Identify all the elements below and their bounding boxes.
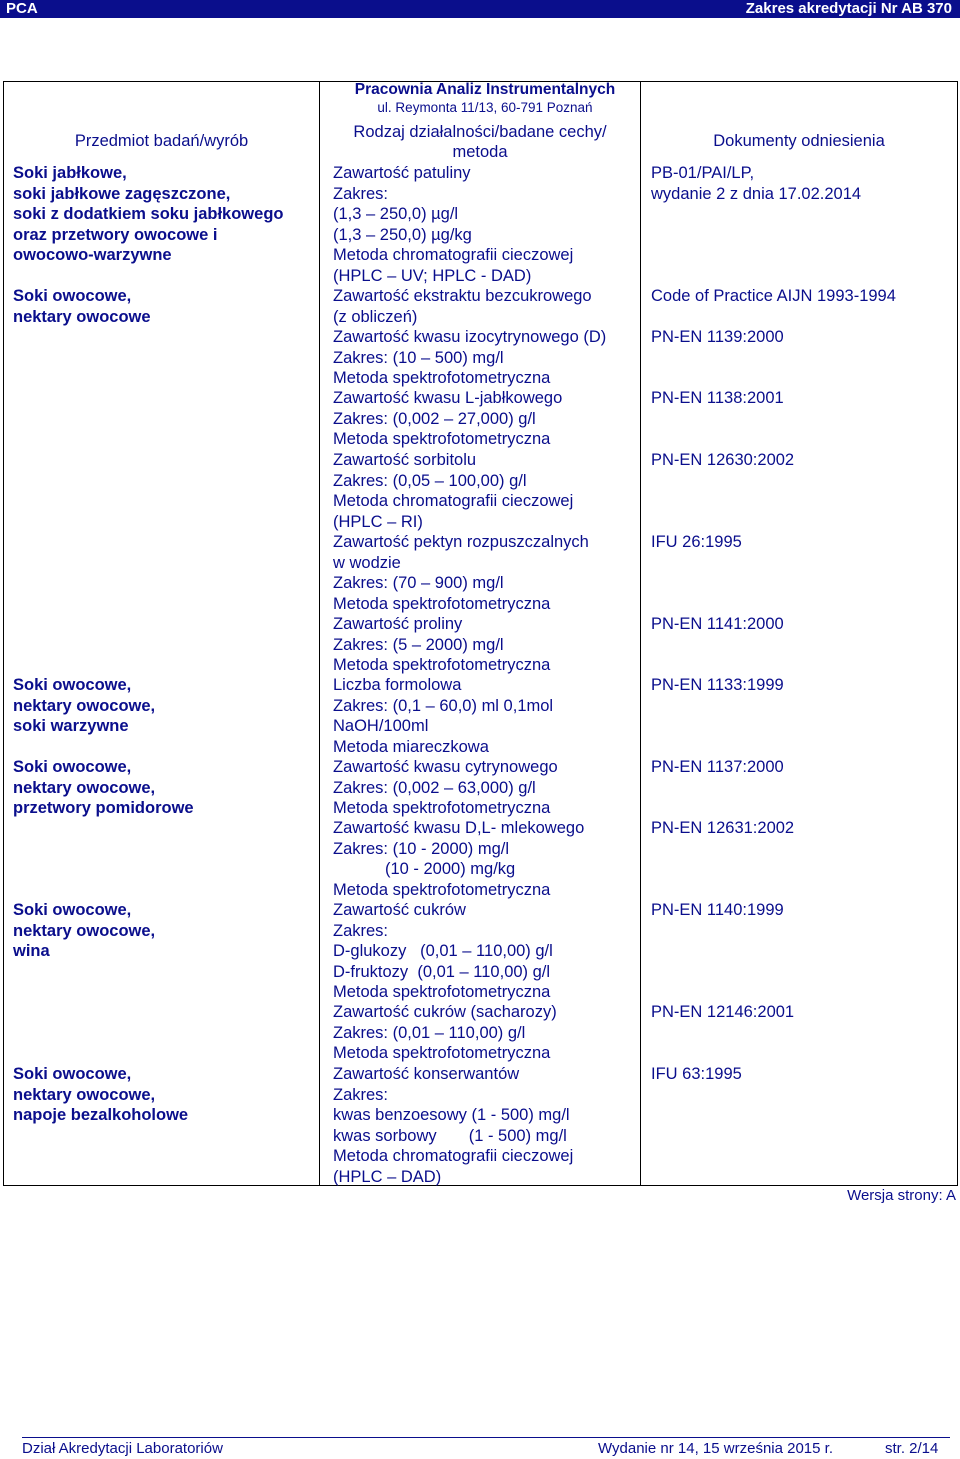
footer-divider: [22, 1437, 950, 1438]
test-block: [333, 757, 633, 819]
document-ref: [651, 614, 951, 635]
text-line: Metoda spektrofotometryczna: [333, 430, 551, 448]
document-ref: [651, 675, 951, 696]
text-line: Zakres: (70 – 900) mg/l: [333, 574, 504, 592]
text-line: PN-EN 12146:2001: [651, 1003, 795, 1021]
page-version: Wersja strony: A: [847, 1187, 956, 1204]
text-line: Metoda spektrofotometryczna: [333, 656, 551, 674]
text-line: PN-EN 1137:2000: [651, 758, 784, 776]
document-ref: [651, 163, 951, 204]
column-header-documents: Dokumenty odniesienia: [713, 132, 885, 150]
text-line: nektary owocowe,: [13, 921, 156, 940]
text-line: Zawartość kwasu L-jabłkowego: [333, 389, 563, 407]
text-line: napoje bezalkoholowe: [13, 1106, 189, 1124]
document-ref: [651, 327, 951, 348]
text-line: owocowo-warzywne: [13, 246, 172, 264]
text-line: Zawartość kwasu izocytrynowego (D): [333, 328, 607, 346]
footer-edition: Wydanie nr 14, 15 września 2015 r.: [598, 1440, 833, 1457]
text-line: wina: [13, 942, 50, 960]
text-line: nektary owocowe: [13, 307, 151, 326]
text-line: Metoda chromatografii cieczowej: [333, 1147, 574, 1165]
text-line: Zakres:: [333, 1085, 389, 1104]
text-line: (HPLC – UV; HPLC - DAD): [333, 266, 532, 285]
test-block: [333, 900, 633, 1003]
text-line: nektary owocowe,: [13, 778, 156, 797]
text-line: PN-EN 1139:2000: [651, 328, 784, 346]
footer-page-number: str. 2/14: [885, 1440, 939, 1457]
text-line: PN-EN 12631:2002: [651, 819, 795, 837]
test-block: [333, 286, 633, 327]
product-group: [13, 286, 318, 327]
test-block: [333, 163, 633, 286]
column-header-activity: [320, 122, 640, 162]
text-line: Zakres: (0,002 – 27,000) g/l: [333, 409, 536, 428]
product-group: [13, 1064, 318, 1126]
text-line: Zakres: (10 - 2000) mg/l: [333, 839, 510, 858]
text-line: (HPLC – RI): [333, 512, 423, 531]
test-block: [333, 450, 633, 532]
text-line: PB-01/PAI/LP,: [651, 164, 755, 182]
text-line: przetwory pomidorowe: [13, 799, 194, 817]
text-line: Liczba formolowa: [333, 676, 462, 694]
text-line: (HPLC – DAD): [333, 1167, 442, 1186]
page-header-bar: [0, 0, 960, 18]
text-line: IFU 63:1995: [651, 1065, 742, 1083]
text-line: kwas benzoesowy (1 - 500) mg/l: [333, 1106, 570, 1124]
text-line: PN-EN 1140:1999: [651, 901, 784, 919]
text-line: Zakres: (0,05 – 100,00) g/l: [333, 471, 527, 490]
text-line: NaOH/100ml: [333, 717, 429, 735]
text-line: Zakres: (5 – 2000) mg/l: [333, 635, 504, 654]
text-line: (10 - 2000) mg/kg: [385, 860, 516, 878]
text-line: Zawartość pektyn rozpuszczalnych: [333, 533, 589, 551]
document-ref: [651, 388, 951, 409]
column-divider: [319, 81, 320, 1186]
text-line: soki z dodatkiem soku jabłkowego: [13, 205, 284, 223]
text-line: Zakres:: [333, 921, 389, 940]
header-right: Zakres akredytacji Nr AB 370: [745, 0, 952, 17]
test-block: [333, 327, 633, 389]
text-line: Zawartość cukrów (sacharozy): [333, 1003, 557, 1021]
text-line: Metoda spektrofotometryczna: [333, 1044, 551, 1062]
text-line: Metoda spektrofotometryczna: [333, 799, 551, 817]
document-ref: [651, 900, 951, 921]
header-line: Rodzaj działalności/badane cechy/: [353, 123, 607, 141]
text-line: Zakres:: [333, 184, 389, 203]
product-group: [13, 757, 318, 819]
text-line: Zakres: (10 – 500) mg/l: [333, 348, 504, 367]
document-ref: [651, 532, 951, 553]
text-line: Zawartość cukrów: [333, 901, 466, 919]
text-line: D-fruktozy (0,01 – 110,00) g/l: [333, 962, 551, 981]
document-ref: [651, 286, 951, 307]
text-line: Zawartość sorbitolu: [333, 451, 477, 469]
text-line: Zawartość patuliny: [333, 164, 471, 182]
text-line: (1,3 – 250,0) µg/l: [333, 205, 459, 223]
product-group: [13, 900, 318, 962]
text-line: (z obliczeń): [333, 307, 418, 326]
test-block: [333, 388, 633, 450]
text-line: Metoda chromatografii cieczowej: [333, 246, 574, 264]
header-left: PCA: [6, 0, 38, 17]
document-ref: [651, 757, 951, 778]
test-block: [333, 675, 633, 757]
text-line: Soki owocowe,: [13, 758, 132, 776]
text-line: Zawartość konserwantów: [333, 1065, 520, 1083]
footer-left: Dział Akredytacji Laboratoriów: [22, 1440, 223, 1457]
text-line: Zakres: (0,01 – 110,00) g/l: [333, 1023, 526, 1042]
text-line: Zawartość kwasu cytrynowego: [333, 758, 558, 776]
text-line: PN-EN 1133:1999: [651, 676, 784, 694]
text-line: kwas sorbowy (1 - 500) mg/l: [333, 1126, 567, 1145]
text-line: IFU 26:1995: [651, 533, 742, 551]
text-line: soki jabłkowe zagęszczone,: [13, 184, 231, 203]
text-line: Code of Practice AIJN 1993-1994: [651, 287, 896, 305]
text-line: Metoda spektrofotometryczna: [333, 983, 551, 1001]
text-line: PN-EN 1138:2001: [651, 389, 784, 407]
header-line: metoda: [452, 143, 508, 161]
test-block: [333, 818, 633, 900]
text-line: Zawartość ekstraktu bezcukrowego: [333, 287, 592, 305]
text-line: PN-EN 12630:2002: [651, 451, 795, 469]
text-line: D-glukozy (0,01 – 110,00) g/l: [333, 942, 553, 960]
document-ref: [651, 1002, 951, 1023]
text-line: soki warzywne: [13, 717, 129, 735]
text-line: Soki jabłkowe,: [13, 164, 127, 182]
text-line: nektary owocowe,: [13, 1085, 156, 1104]
document-ref: [651, 450, 951, 471]
text-line: Zakres: (0,002 – 63,000) g/l: [333, 778, 536, 797]
text-line: Soki owocowe,: [13, 287, 132, 305]
document-ref: [651, 1064, 951, 1085]
column-header-product: Przedmiot badań/wyrób: [74, 132, 249, 150]
product-group: [13, 163, 318, 266]
text-line: PN-EN 1141:2000: [651, 615, 784, 633]
column-divider: [640, 81, 641, 1186]
text-line: Zawartość kwasu D,L- mlekowego: [333, 819, 585, 837]
product-group: [13, 675, 318, 737]
test-block: [333, 532, 633, 614]
lab-address: ul. Reymonta 11/13, 60-791 Poznań: [377, 100, 593, 115]
text-line: Soki owocowe,: [13, 1065, 132, 1083]
text-line: wydanie 2 z dnia 17.02.2014: [651, 184, 862, 203]
test-block: [333, 1064, 633, 1187]
text-line: Metoda spektrofotometryczna: [333, 594, 551, 613]
text-line: Metoda spektrofotometryczna: [333, 369, 551, 387]
test-block: [333, 614, 633, 676]
text-line: Metoda miareczkowa: [333, 737, 489, 756]
text-line: Zawartość proliny: [333, 615, 463, 633]
text-line: Metoda chromatografii cieczowej: [333, 492, 574, 510]
text-line: Zakres: (0,1 – 60,0) ml 0,1mol: [333, 696, 554, 715]
text-line: oraz przetwory owocowe i: [13, 225, 218, 244]
text-line: Metoda spektrofotometryczna: [333, 880, 551, 899]
text-line: w wodzie: [333, 553, 401, 572]
text-line: Soki owocowe,: [13, 901, 132, 919]
document-ref: [651, 818, 951, 839]
text-line: nektary owocowe,: [13, 696, 156, 715]
test-block: [333, 1002, 633, 1064]
text-line: Soki owocowe,: [13, 676, 132, 694]
text-line: (1,3 – 250,0) µg/kg: [333, 225, 472, 244]
lab-name: Pracownia Analiz Instrumentalnych: [354, 81, 616, 98]
